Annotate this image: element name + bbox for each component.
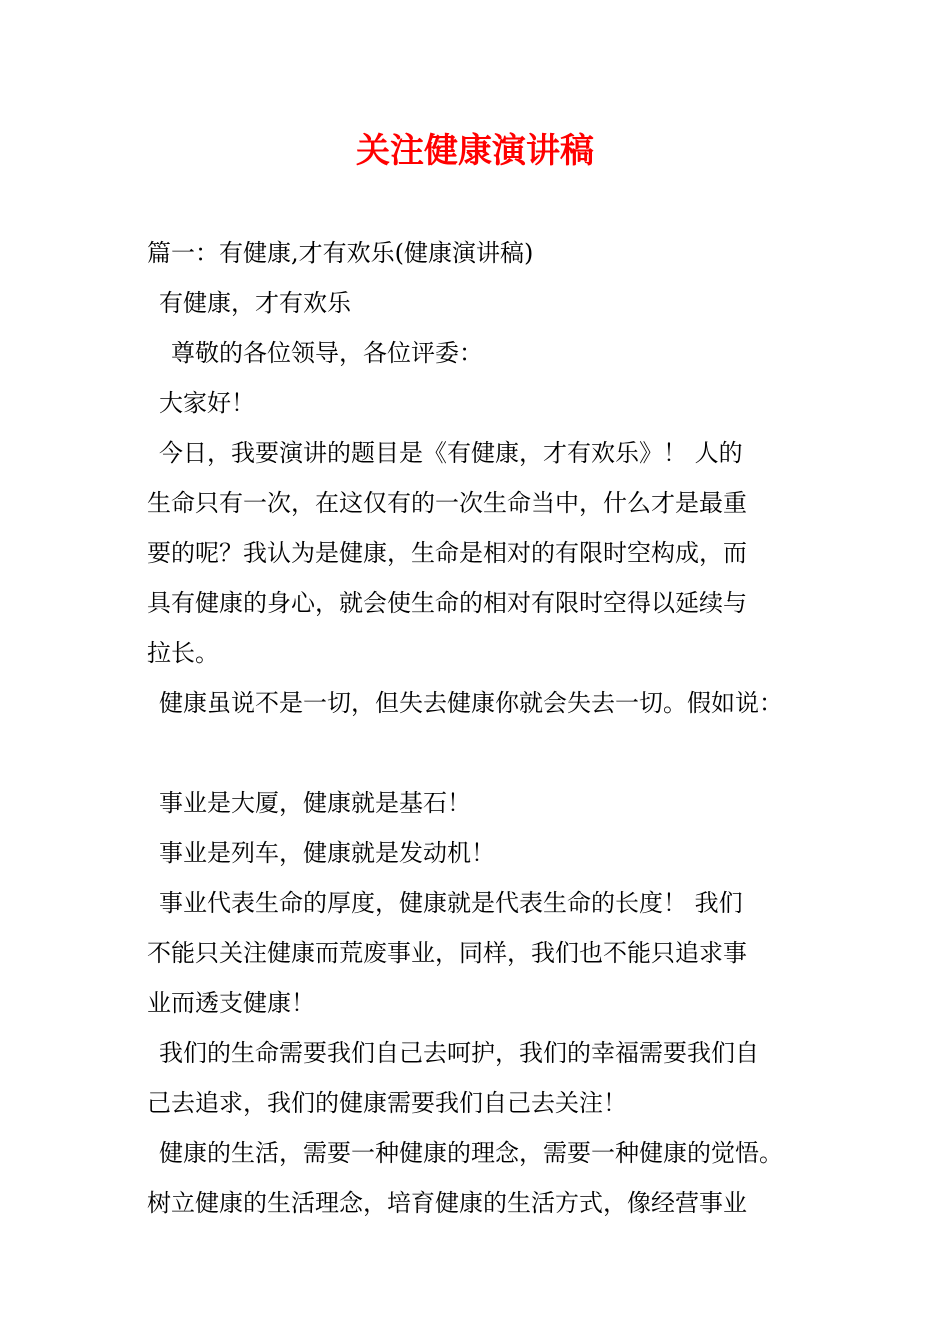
paragraph-line: 业而透支健康！ bbox=[147, 989, 315, 1017]
section-heading: 篇一：有健康,才有欢乐(健康演讲稿) bbox=[147, 239, 534, 267]
greeting: 大家好！ bbox=[159, 389, 255, 417]
paragraph-line: 今日，我要演讲的题目是《有健康，才有欢乐》！ 人的 bbox=[159, 439, 743, 467]
paragraph-line: 不能只关注健康而荒废事业，同样，我们也不能只追求事 bbox=[147, 939, 747, 967]
speech-title: 有健康，才有欢乐 bbox=[159, 289, 351, 317]
paragraph-line: 生命只有一次，在这仅有的一次生命当中，什么才是最重 bbox=[147, 489, 747, 517]
paragraph-line: 健康虽说不是一切，但失去健康你就会失去一切。假如说： bbox=[159, 689, 783, 717]
paragraph-line: 具有健康的身心，就会使生命的相对有限时空得以延续与 bbox=[147, 589, 747, 617]
paragraph-line: 拉长。 bbox=[147, 639, 219, 667]
paragraph-line: 己去追求，我们的健康需要我们自己去关注！ bbox=[147, 1089, 627, 1117]
document-title: 关注健康演讲稿 bbox=[356, 131, 594, 171]
document-body bbox=[147, 228, 832, 1228]
paragraph-line: 我们的生命需要我们自己去呵护，我们的幸福需要我们自 bbox=[159, 1039, 759, 1067]
salutation: 尊敬的各位领导，各位评委： bbox=[171, 339, 483, 367]
blank-line bbox=[147, 728, 832, 778]
paragraph-line: 树立健康的生活理念，培育健康的生活方式，像经营事业 bbox=[147, 1189, 747, 1217]
paragraph-line: 健康的生活，需要一种健康的理念，需要一种健康的觉悟。 bbox=[159, 1139, 783, 1167]
paragraph-line: 事业是大厦，健康就是基石！ bbox=[159, 789, 471, 817]
paragraph-line: 事业是列车，健康就是发动机！ bbox=[159, 839, 495, 867]
paragraph-line: 要的呢？我认为是健康，生命是相对的有限时空构成，而 bbox=[147, 539, 747, 567]
paragraph-line: 事业代表生命的厚度，健康就是代表生命的长度！ 我们 bbox=[159, 889, 743, 917]
